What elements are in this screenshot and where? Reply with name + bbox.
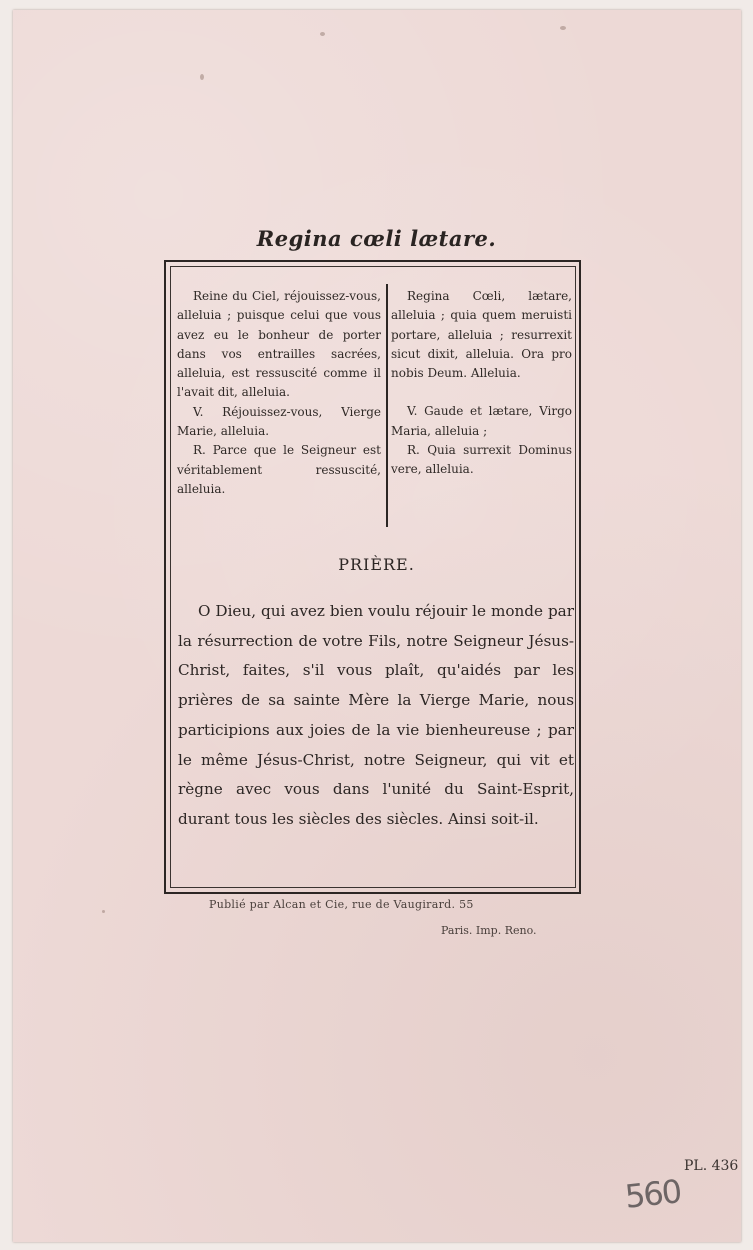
prayer-text: O Dieu, qui avez bien voulu réjouir le monde par la résurrection de votre Fils, notre Seigneur Jésus-Christ, faites, s'il vous plaît, qu'aidés par les prières de sa sainte Mère la Vierge Marie, nous participions aux joies de la vie bienheureuse ; par le même Jésus-Christ, notre Seigneur, qui vit et règne avec vous dans l'unité du Saint-Esprit, durant tous les siècles des siècles. Ainsi soit-il.	[178, 602, 574, 828]
french-response: R. Parce que le Seigneur est véritablement ressuscité, alleluia.	[177, 443, 381, 496]
prayer-heading: PRIÈRE.	[338, 555, 415, 574]
handwritten-number: 560	[623, 1172, 682, 1216]
french-antiphon: Reine du Ciel, réjouissez-vous, alleluia ; puisque celui que vous avez eu le bonheur de porter dans vos entrailles sacrées, alleluia, est ressuscité comme il l'avait dit, alleluia.	[177, 289, 381, 400]
latin-antiphon: Regina Cœli, lætare, alleluia ; quia quem meruisti portare, alleluia ; resurrexit sicut dixit, alleluia. Ora pro nobis Deum. Alleluia.	[391, 289, 572, 381]
paper-speck	[560, 26, 566, 30]
latin-versicle: V. Gaude et lætare, Virgo Maria, alleluia ;	[391, 404, 572, 438]
latin-response: R. Quia surrexit Dominus vere, alleluia.	[391, 443, 572, 477]
paper-speck	[320, 32, 325, 36]
latin-column	[391, 287, 572, 480]
publisher-line: Publié par Alcan et Cie, rue de Vaugirard. 55	[209, 898, 474, 911]
french-versicle: V. Réjouissez-vous, Vierge Marie, alleluia.	[177, 404, 381, 439]
french-column	[177, 287, 381, 499]
paper-speck	[102, 910, 105, 913]
column-divider	[386, 284, 388, 527]
plate-number: PL. 436	[684, 1158, 739, 1174]
printer-line: Paris. Imp. Reno.	[441, 924, 537, 937]
card-title: Regina cœli lætare.	[256, 226, 497, 251]
paper-speck	[200, 74, 204, 80]
